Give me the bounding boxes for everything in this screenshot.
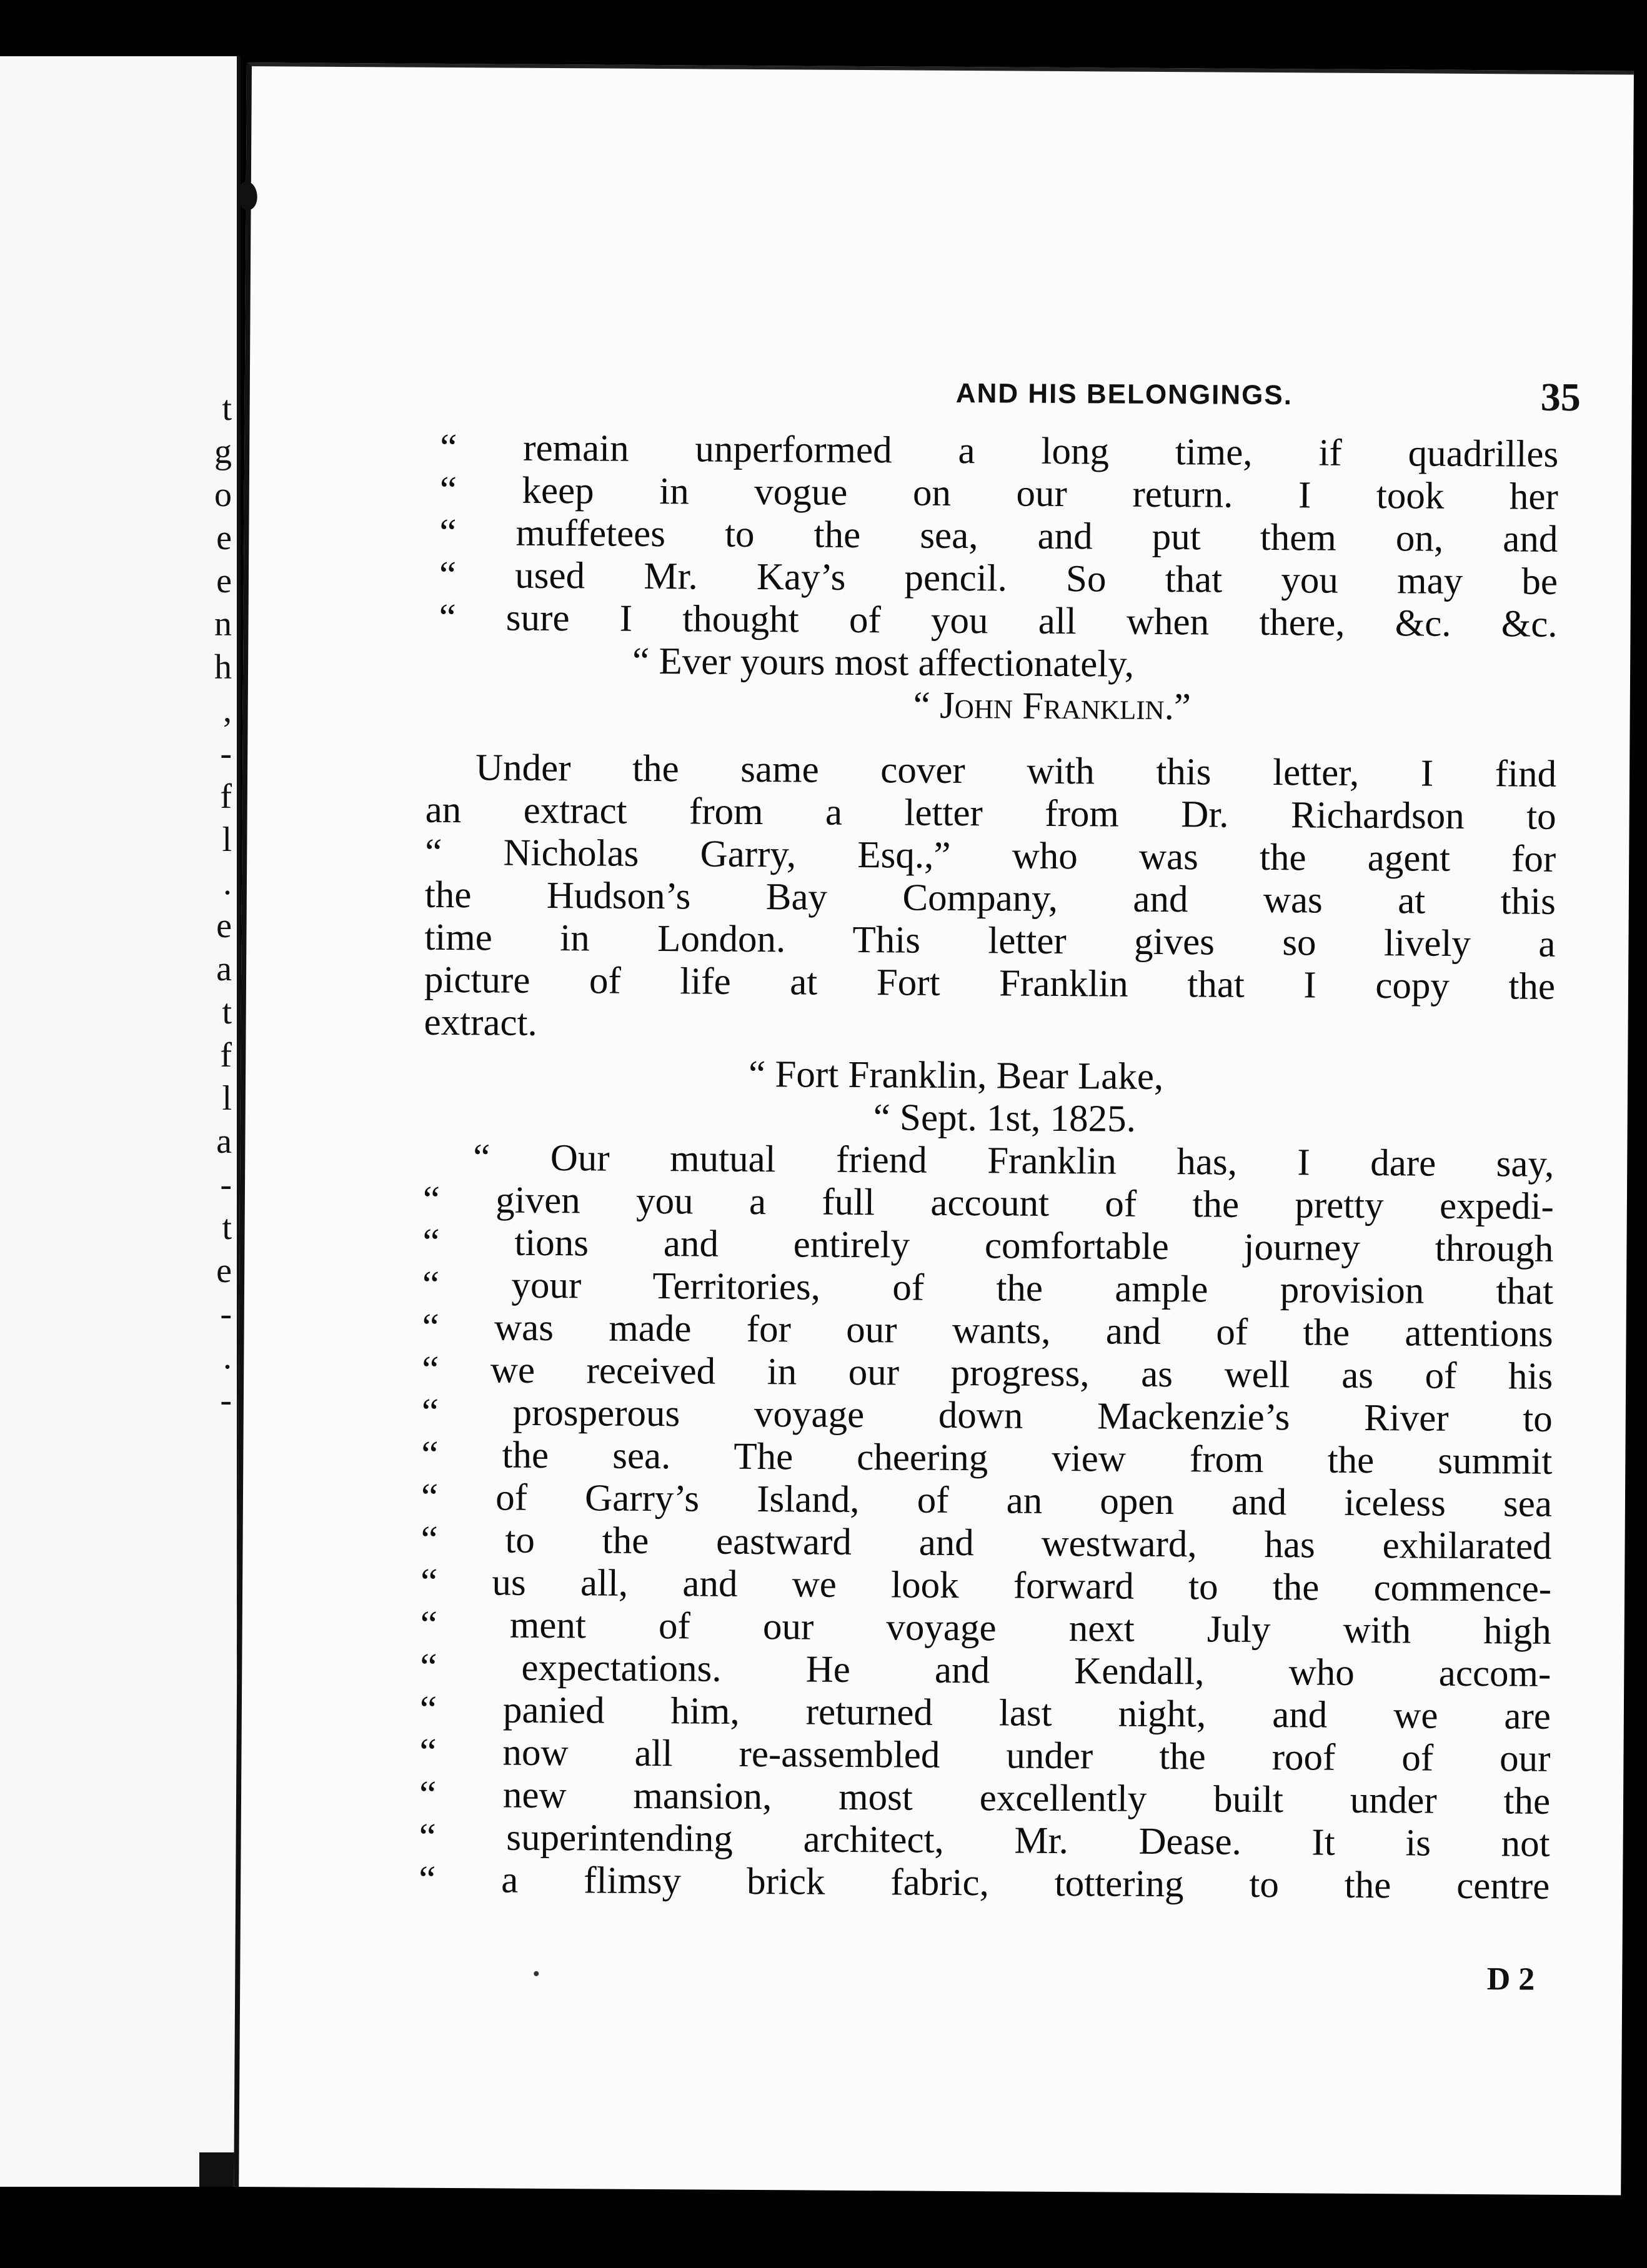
facing-page-letter: e: [216, 519, 232, 557]
facing-page-letter: .: [223, 1338, 232, 1376]
facing-page-letter: f: [220, 777, 232, 816]
text-line: time in London. This letter gives so lively a: [424, 916, 1556, 965]
facing-page-letter: .: [223, 863, 232, 902]
letter-place: “ Fort Franklin, Bear Lake,: [748, 1053, 1164, 1098]
text-line: “ Our mutual friend Franklin has, I dare say,: [473, 1136, 1555, 1185]
facing-page-letter: t: [222, 389, 232, 428]
facing-page-letter: ,: [223, 691, 232, 730]
text-line: an extract from a letter from Dr. Richardson to: [425, 788, 1556, 838]
facing-page-letter: l: [222, 820, 232, 859]
facing-page-letter: f: [220, 1036, 232, 1075]
book-page: [234, 62, 1634, 2195]
text-line: “ a flimsy brick fabric, tottering to the centre: [419, 1858, 1550, 1907]
facing-page: [0, 56, 241, 2187]
ink-speck: [534, 1971, 539, 1976]
facing-page-letter: e: [216, 907, 232, 945]
valediction: “ Ever yours most affectionately,: [632, 640, 1135, 685]
text-line: “ given you a full account of the pretty expedi-: [422, 1178, 1555, 1228]
facing-page-letter: o: [214, 475, 232, 514]
facing-page-letter: t: [222, 1208, 232, 1247]
text-line: “ of Garry’s Island, of an open and iceless sea: [420, 1476, 1553, 1525]
binding-mark: [239, 182, 257, 210]
signature-name: “ John Franklin.”: [913, 684, 1192, 729]
text-line: “ ment of our voyage next July with high: [420, 1603, 1551, 1653]
text-line: “ remain unperformed a long time, if quadrilles: [440, 426, 1559, 475]
text-line: “ muffetees to the sea, and put them on, and: [439, 511, 1558, 560]
signature-mark: D 2: [1486, 1961, 1535, 1997]
text-line: “ superintending architect, Mr. Dease. It is not: [419, 1816, 1550, 1865]
facing-page-letter: t: [222, 993, 232, 1032]
facing-page-letter: -: [220, 1165, 232, 1204]
text-line: the Hudson’s Bay Company, and was at this: [424, 873, 1556, 923]
text-line: “ your Territories, of the ample provision that: [422, 1263, 1554, 1313]
facing-page-letter: -: [220, 1295, 232, 1333]
text-line: “ used Mr. Kay’s pencil. So that you may be: [439, 554, 1558, 603]
quoted-letter: [419, 1052, 1555, 1908]
text-line: “ us all, and we look forward to the commence-: [420, 1561, 1552, 1610]
facing-page-letter: l: [222, 1079, 232, 1118]
text-line: “ we received in our progress, as well as of his: [422, 1348, 1553, 1398]
facing-page-letter: a: [216, 1122, 232, 1161]
facing-page-text: [207, 387, 232, 1422]
text-line: “ was made for our wants, and of the attentions: [422, 1306, 1553, 1355]
text-line: “ panied him, returned last night, and we are: [419, 1688, 1551, 1738]
narrative-paragraph: [424, 747, 1556, 1051]
text-line: “ tions and entirely comfortable journey through: [422, 1221, 1554, 1270]
text-line: “ to the eastward and westward, has exhilarated: [420, 1518, 1552, 1568]
text-line: “ new mansion, most excellently built under the: [419, 1773, 1551, 1823]
page-body: [419, 427, 1558, 1908]
text-line: “ sure I thought of you all when there, &c. &c.: [439, 596, 1558, 645]
text-line: “ now all re-assembled under the roof of our: [419, 1731, 1551, 1780]
text-line: “ Nicholas Garry, Esq.,” who was the agent for: [425, 831, 1556, 880]
text-line: extract.: [424, 1001, 538, 1044]
letter-tail: [426, 427, 1559, 731]
text-line: “ keep in vogue on our return. I took her: [439, 469, 1558, 518]
facing-page-letter: e: [216, 1251, 232, 1290]
page-edge-shadow: [199, 2152, 237, 2187]
facing-page-letter: g: [214, 432, 232, 471]
page-number: 35: [1540, 374, 1581, 420]
facing-page-letter: h: [214, 648, 232, 687]
text-line: Under the same cover with this letter, I find: [475, 747, 1557, 795]
facing-page-letter: n: [214, 605, 232, 644]
facing-page-letter: e: [216, 562, 232, 600]
facing-page-letter: -: [220, 734, 232, 773]
page-header: [705, 369, 1581, 430]
text-line: picture of life at Fort Franklin that I copy the: [424, 958, 1556, 1008]
text-line: “ prosperous voyage down Mackenzie’s River to: [421, 1391, 1553, 1440]
text-line: “ expectations. He and Kendall, who accom-: [420, 1646, 1551, 1695]
letter-date: “ Sept. 1st, 1825.: [873, 1097, 1137, 1140]
facing-page-letter: -: [220, 1381, 232, 1420]
text-line: “ the sea. The cheering view from the summit: [421, 1433, 1553, 1483]
facing-page-letter: a: [216, 950, 232, 988]
running-head: AND HIS BELONGINGS.: [955, 377, 1293, 411]
